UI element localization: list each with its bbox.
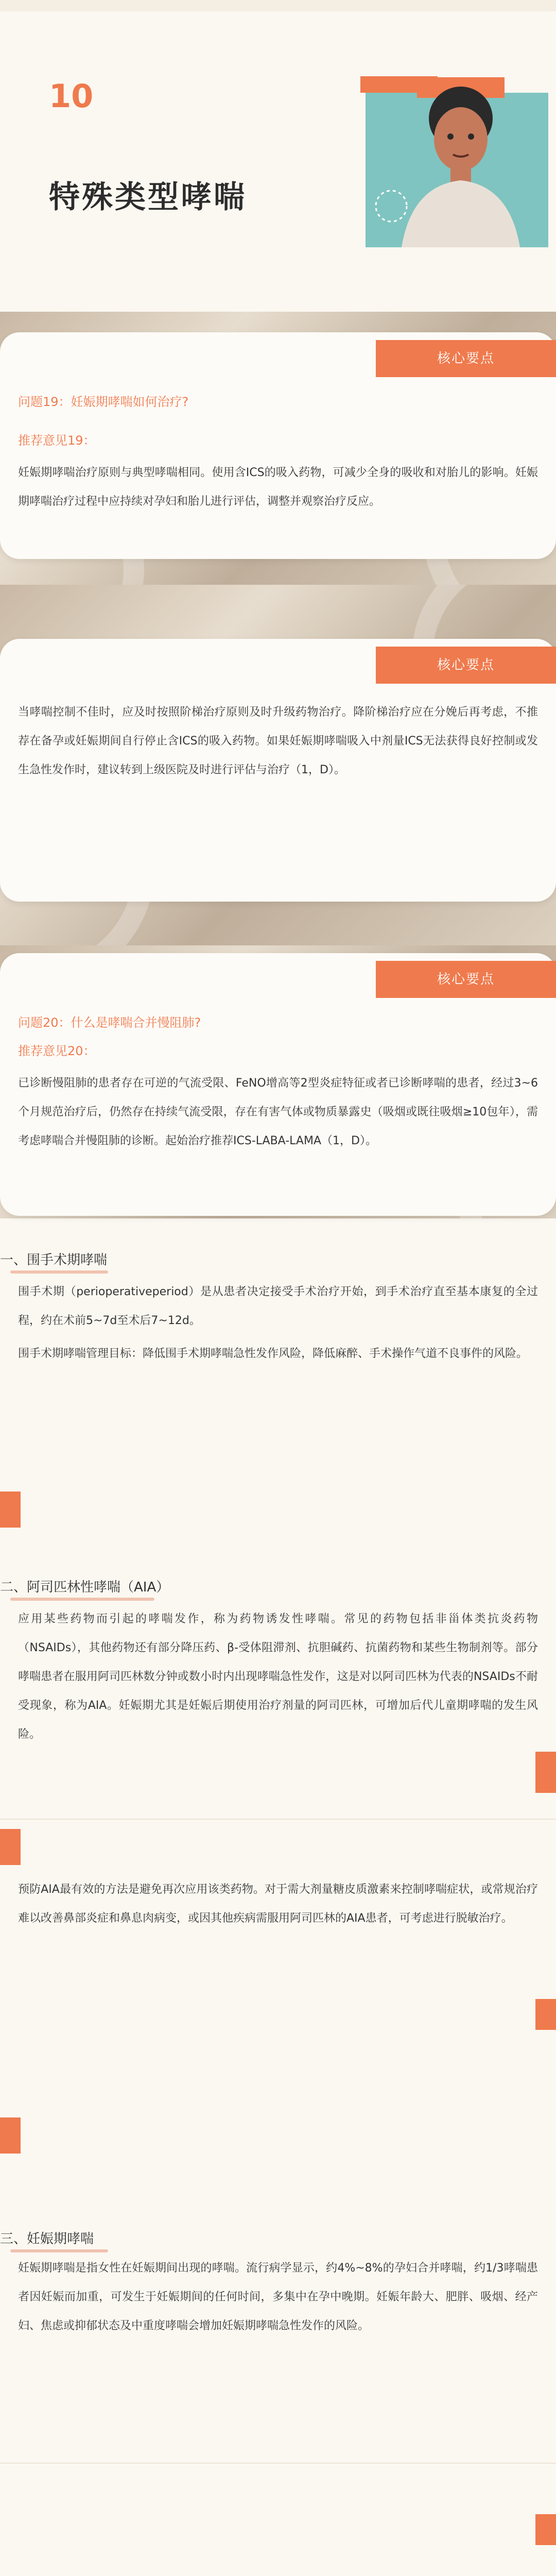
card-body: 妊娠期哮喘治疗原则与典型哮喘相同。使用含ICS的吸入药物，可减少全身的吸收和对胎儿的影响。妊娠期哮喘治疗过程中应持续对孕妇和胎儿进行评估，调整并观察治疗反应。	[18, 466, 538, 508]
section-heading-2	[0, 1577, 169, 1596]
tag-label: 核心要点	[376, 961, 556, 998]
section-paragraph: 应用某些药物而引起的哮喘发作，称为药物诱发性哮喘。常见的药物包括非甾体类抗炎药物（NSAIDs），其他药物还有部分降压药、β-受体阻滞剂、抗胆碱药、抗菌药物和某些生物制剂等。部分哮喘患者在服用阿司匹林数分钟或数小时内出现哮喘急性发作，这是对以阿司匹林为代表的NSAIDs不耐受现象，称为AIA。妊娠期尤其是妊娠后期使用治疗剂量的阿司匹林，可增加后代儿童期哮喘的发生风险。	[18, 1613, 538, 1741]
decor-bar-left	[0, 1492, 21, 1528]
doctor-illustration	[360, 57, 551, 252]
divider	[0, 1819, 556, 1820]
section-paragraph	[18, 2571, 538, 2576]
chapter-number: 10	[49, 77, 94, 115]
section-heading-1	[0, 1249, 107, 1268]
key-point-card-2	[0, 639, 556, 902]
recommendation-label: 推荐意见20：	[18, 1044, 96, 1058]
section-paragraph: 围手术期（perioperativeperiod）是从患者决定接受手术治疗开始，到手术治疗直至基本康复的全过程，约在术前5~7d至术后7~12d。	[18, 1285, 538, 1327]
heading-underline	[10, 1270, 108, 1274]
decor-bar-left	[0, 2117, 21, 2154]
decor-bar-right	[535, 2514, 556, 2545]
key-point-card-1	[0, 332, 556, 559]
question-text: 问题20：什么是哮喘合并慢阻肺?	[18, 1015, 201, 1030]
divider	[0, 2463, 556, 2464]
decor-bar-right	[535, 1999, 556, 2030]
section-paragraph: 围手术期哮喘管理目标：降低围手术期哮喘急性发作风险，降低麻醉、手术操作气道不良事件的风险。	[18, 1347, 528, 1360]
decor-bar-left	[0, 1829, 21, 1865]
heading-underline	[10, 2249, 108, 2252]
tag-label: 核心要点	[376, 340, 556, 377]
top-strip	[0, 0, 556, 11]
section-paragraph: 妊娠期哮喘是指女性在妊娠期间出现的哮喘。流行病学显示，约4%~8%的孕妇合并哮喘，约1/3哮喘患者因妊娠而加重，可发生于妊娠期间的任何时间，多集中在孕中晚期。妊娠年龄大、肥胖、吸烟、经产妇、焦虑或抑郁状态及中重度哮喘会增加妊娠期哮喘急性发作的风险。	[18, 2262, 538, 2332]
card-body: 已诊断慢阻肺的患者存在可逆的气流受限、FeNO增高等2型炎症特征或者已诊断哮喘的患者，经过3~6个月规范治疗后，仍然存在持续气流受限，存在有害气体或物质暴露史（吸烟或既往吸烟≥10包年），需考虑哮喘合并慢阻肺的诊断。起始治疗推荐ICS-LABA-LAMA（1，D）。	[18, 1077, 538, 1147]
section-heading-text: 一、围手术期哮喘	[0, 1252, 108, 1268]
tag-label: 核心要点	[376, 647, 556, 684]
decor-bar-right	[535, 1752, 556, 1793]
section-heading-text: 二、阿司匹林性哮喘（AIA）	[0, 1580, 170, 1595]
heading-underline	[10, 1598, 154, 1601]
section-heading-3	[0, 2228, 94, 2247]
section-heading-text: 三、妊娠期哮喘	[0, 2231, 94, 2247]
section-paragraph: 预防AIA最有效的方法是避免再次应用该类药物。对于需大剂量糖皮质激素来控制哮喘症状，或常规治疗难以改善鼻部炎症和鼻息肉病变，或因其他疾病需服用阿司匹林的AIA患者，可考虑进行脱敏治疗。	[18, 1883, 538, 1925]
card-body: 当哮喘控制不佳时，应及时按照阶梯治疗原则及时升级药物治疗。降阶梯治疗应在分娩后再考虑，不推荐在备孕或妊娠期间自行停止含ICS的吸入药物。如果妊娠期哮喘吸入中剂量ICS无法获得良好控制或发生急性发作时，建议转到上级医院及时进行评估与治疗（1，D）。	[18, 706, 538, 776]
key-point-card-3	[0, 953, 556, 1216]
page-title: 特殊类型哮喘	[49, 179, 247, 215]
question-text: 问题19：妊娠期哮喘如何治疗?	[18, 395, 189, 409]
recommendation-label: 推荐意见19：	[18, 433, 96, 448]
